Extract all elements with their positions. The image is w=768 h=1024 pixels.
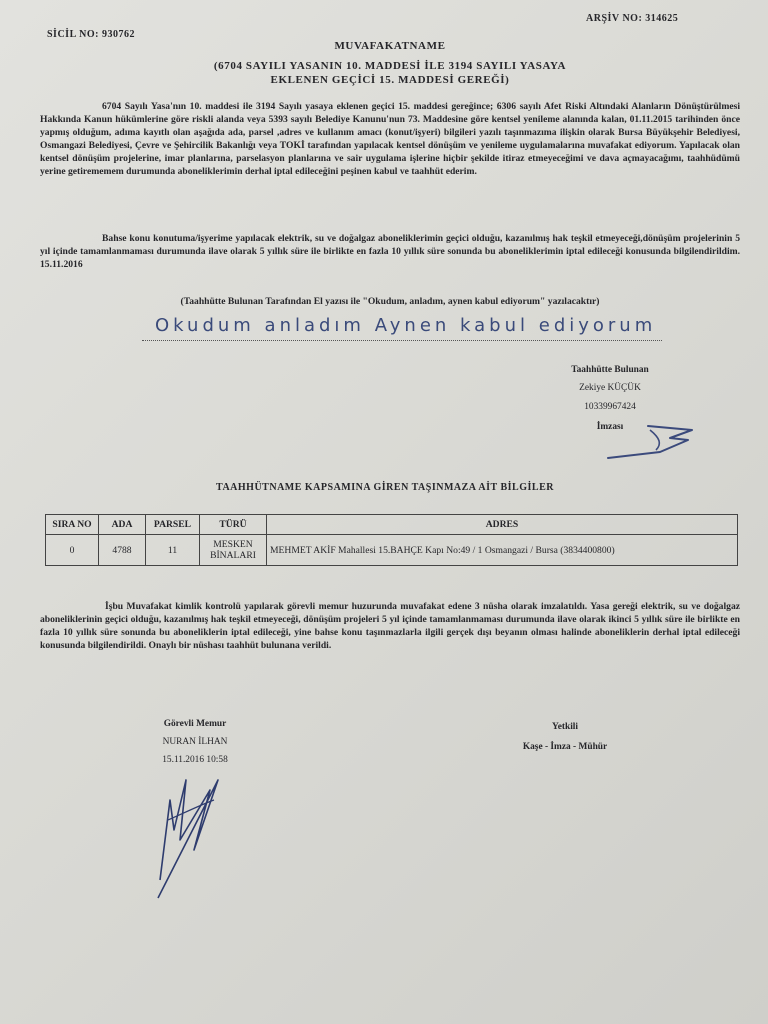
document-subtitle-line1: (6704 SAYILI YASANIN 10. MADDESİ İLE 3194 SAYILI YASAYA: [213, 60, 567, 72]
handwriting-instruction: (Taahhütte Bulunan Tarafından El yazısı ile "Okudum, anladım, aynen kabul ediyorum" yazılacaktır): [180, 296, 600, 307]
property-table: [45, 514, 738, 566]
table-row: [46, 535, 738, 566]
column-sira-no: SIRA NO: [46, 515, 99, 535]
signer-name: Zekiye KÜÇÜK: [579, 383, 641, 393]
registry-number: SİCİL NO: 930762: [47, 29, 136, 40]
subscription-paragraph: Bahse konu konutuma/işyerime yapılacak elektrik, su ve doğalgaz aboneliklerimin geçici olduğu, kazanılmış hak teşkil etmeyeceği,dönüşüm projelerinin 5 yıl içinde tamamlanmaması durumunda ilave olarak 5 yıllık süre ile birlikte en fazla 10 yıllık süre sonunda bu aboneliklerimin iptal edileceği konusunda bilgilendirildim. 15.11.2016: [40, 233, 740, 270]
handwriting-line: [142, 340, 662, 341]
signer-role: Taahhütte Bulunan: [571, 365, 649, 375]
signer-signature: [600, 418, 700, 463]
authority-role: Yetkili: [551, 722, 579, 732]
document-title: MUVAFAKATNAME: [334, 40, 446, 52]
archive-number: ARŞİV NO: 314625: [586, 13, 679, 24]
signer-id: 10339967424: [584, 402, 636, 412]
consent-paragraph: 6704 Sayılı Yasa'nın 10. maddesi ile 3194 Sayılı yasaya eklenen geçici 15. maddesi gereğince; 6306 sayılı Afet Riski Altındaki Alanların Dönüştürülmesi Hakkında Kanun hükümlerine göre riskli alanda veya 5393 sayılı Belediye Kanunu'nun 73. Maddesine göre kentsel yenileme alanında kalan, 01.11.2015 tarihinden önce yapmış olduğum, adıma kayıtlı olan aşağıda ada, parsel ,adres ve kullanım amacı (konut/işyeri) bilgileri yazılı taşınmazıma ilişkin olarak Bursa Büyükşehir Belediyesi, Osmangazi Belediyesi, Çevre ve Şehircilik Bakanlığı veya TOKİ tarafından yapılacak kentsel dönüşüm ve yenileme uygulamalarına muvafakat ediyorum. Yapılacak olan kentsel dönüşüm projelerine, imar planlarına, parselasyon planlarına ve sair uygulama işlerine hiçbir şekilde itiraz etmeyeceğimi ve dava açmayacağımı, taahhüdümü yerine getirememem durumunda aboneliklerimin derhal iptal edileceğini peşinen kabul ve taahhüt ederim.: [40, 101, 740, 177]
officer-name: NURAN İLHAN: [162, 737, 228, 747]
officer-signature: [150, 760, 230, 900]
property-section-heading: TAAHHÜTNAME KAPSAMINA GİREN TAŞINMAZA AİT BİLGİLER: [216, 482, 554, 493]
column-turu: TÜRÜ: [200, 515, 267, 535]
authority-stamp-label: Kaşe - İmza - Mühür: [522, 742, 608, 752]
cell-turu: MESKEN BİNALARI: [200, 535, 267, 566]
cell-adres: MEHMET AKİF Mahallesi 15.BAHÇE Kapı No:49 / 1 Osmangazi / Bursa (3834400800): [267, 535, 738, 566]
column-adres: ADRES: [267, 515, 738, 535]
document-subtitle-line2: EKLENEN GEÇİCİ 15. MADDESİ GEREĞİ): [270, 74, 510, 86]
cell-sira-no: 0: [46, 535, 99, 566]
handwritten-statement: Okudum anladım Aynen kabul ediyorum: [155, 315, 657, 336]
officer-datetime: 15.11.2016 10:58: [162, 755, 228, 765]
closing-paragraph: İşbu Muvafakat kimlik kontrolü yapılarak görevli memur huzurunda muvafakat edene 3 nüsha olarak imzalatıldı. Yasa gereği elektrik, su ve doğalgaz aboneliklerinin geçici olduğu, kazanılmış hak teşkil etmeyeceği, dönüşüm projeleri 5 yıl içinde tamamlanmaması durumunda ilave olarak ikinci 5 yıllık süre ile birlikte en fazla 10 yıllık süre sonunda bu aboneliklerin iptal edileceği, yine bahse konu taşınmazlarla ilgili gerçek dışı beyanın olması halinde aboneliklerin derhal iptal edileceği konusunda bilgilendirildi. Onaylı bir nüshası taahhüt bulunana verildi.: [40, 601, 740, 651]
property-table-header: [46, 515, 738, 535]
signature-label: İmzası: [596, 422, 624, 432]
officer-role: Görevli Memur: [163, 719, 227, 729]
cell-ada: 4788: [99, 535, 146, 566]
column-ada: ADA: [99, 515, 146, 535]
column-parsel: PARSEL: [146, 515, 200, 535]
cell-parsel: 11: [146, 535, 200, 566]
